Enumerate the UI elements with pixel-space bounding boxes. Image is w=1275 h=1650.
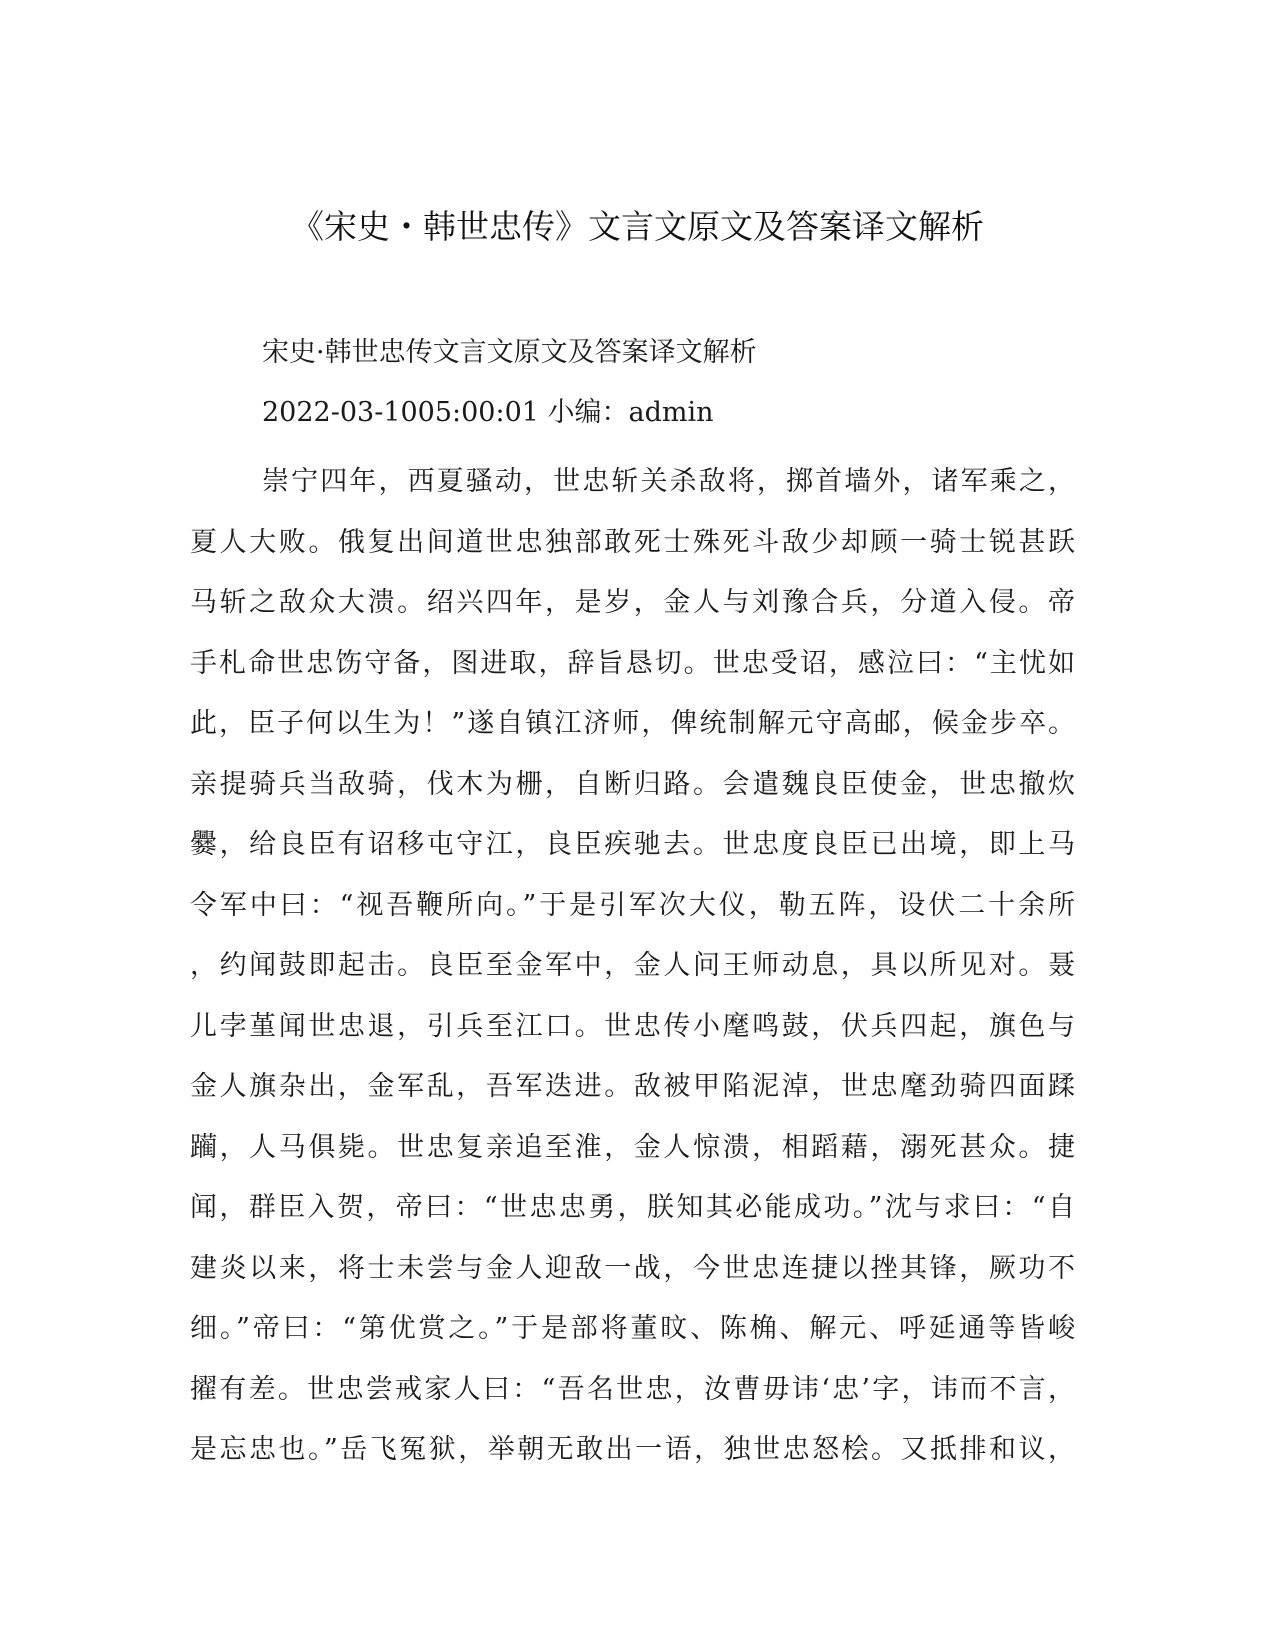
body-line: 令军中曰：“视吾鞭所向。”于是引军次大仪，勒五阵，设伏二十余所 (190, 889, 1075, 921)
body-line: 细。”帝曰：“第优赏之。”于是部将董旼、陈桷、解元、呼延通等皆峻 (190, 1313, 1075, 1344)
body-line: 是忘忠也。”岳飞冤狱，举朝无敢出一语，独世忠怒桧。又抵排和议， (190, 1434, 1075, 1465)
body-line: 崇宁四年，西夏骚动，世忠斩关杀敌将，掷首墙外，诸军乘之， (262, 466, 1075, 497)
body-line: 躏，人马俱毙。世忠复亲追至淮，金人惊溃，相蹈藉，溺死甚众。捷 (190, 1131, 1075, 1163)
body-line: 儿孛堇闻世忠退，引兵至江口。世忠传小麾鸣鼓，伏兵四起，旗色与 (190, 1010, 1075, 1042)
body-line: 马斩之敌众大溃。绍兴四年，是岁，金人与刘豫合兵，分道入侵。帝 (190, 587, 1075, 618)
document-title: 《宋史・韩世忠传》文言文原文及答案译文解析 (291, 207, 984, 246)
body-line: 手札命世忠饬守备，图进取，辞旨恳切。世忠受诏，感泣曰：“主忧如 (190, 647, 1075, 679)
body-line: 此，臣子何以生为！”遂自镇江济师，俾统制解元守高邮，候金步卒。 (190, 708, 1075, 739)
body-line: 建炎以来，将士未尝与金人迎敌一战，今世忠连捷以挫其锋，厥功不 (190, 1252, 1075, 1284)
date-author-line: 2022-03-1005:00:01 小编：admin (262, 397, 714, 428)
document-subtitle: 宋史·韩世忠传文言文原文及答案译文解析 (262, 337, 757, 368)
body-line: 擢有差。世忠尝戒家人曰：“吾名世忠，汝曹毋讳‘忠’字，讳而不言， (190, 1373, 1075, 1405)
body-line: 金人旗杂出，金军乱，吾军迭进。敌被甲陷泥淖，世忠麾劲骑四面蹂 (190, 1071, 1075, 1102)
body-line: 闻，群臣入贺，帝曰：“世忠忠勇，朕知其必能成功。”沈与求曰：“自 (190, 1192, 1075, 1223)
body-line: ，约闻鼓即起击。良臣至金军中，金人问王师动息，具以所见对。聂 (190, 950, 1075, 981)
body-line: 夏人大败。俄复出间道世忠独部敢死士殊死斗敌少却顾一骑士锐甚跃 (190, 526, 1075, 558)
body-line: 爨，给良臣有诏移屯守江，良臣疾驰去。世忠度良臣已出境，即上马 (190, 829, 1075, 860)
body-paragraph (190, 452, 1075, 1481)
body-line: 亲提骑兵当敌骑，伐木为栅，自断归路。会遣魏良臣使金，世忠撤炊 (190, 768, 1075, 800)
